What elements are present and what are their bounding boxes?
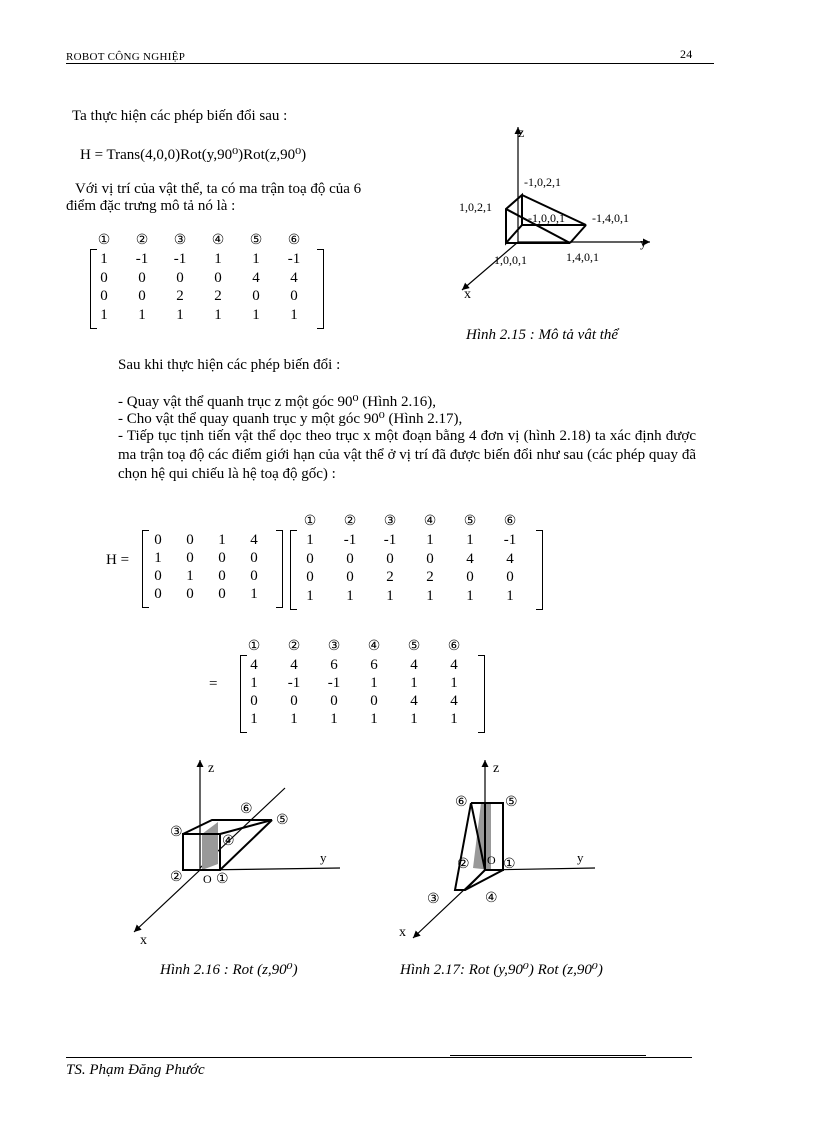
column-index: ④ bbox=[211, 233, 225, 248]
matrix-cell: 1 bbox=[252, 306, 260, 323]
point-label: ⑥ bbox=[240, 802, 253, 817]
intro-line: điểm đặc trưng mô tả nó là : bbox=[66, 198, 236, 214]
matrix-cell: 1 bbox=[386, 587, 394, 604]
matrix-cell: 0 bbox=[186, 586, 194, 602]
matrix-cell: 1 bbox=[176, 306, 184, 323]
matrix-cell: 2 bbox=[386, 569, 394, 585]
matrix-cell: -1 bbox=[287, 675, 301, 691]
matrix-cell: -1 bbox=[173, 251, 187, 267]
object-matrix bbox=[90, 232, 320, 327]
bracket-right bbox=[276, 530, 283, 608]
intro-line: Ta thực hiện các phép biến đổi sau : bbox=[72, 108, 288, 124]
matrix-cell: 1 bbox=[290, 306, 298, 323]
footer-rule-accent bbox=[450, 1055, 646, 1056]
matrix-cell: 0 bbox=[214, 269, 222, 286]
matrix-cell: 1 bbox=[410, 675, 418, 691]
point-label: ③ bbox=[170, 825, 183, 840]
z-label: z bbox=[518, 126, 525, 141]
matrix-cell: -1 bbox=[287, 251, 301, 267]
matrix-cell: 0 bbox=[250, 693, 258, 709]
point-label: ⑤ bbox=[505, 795, 518, 810]
matrix-cell: 1 bbox=[100, 251, 108, 267]
figure-caption: Hình 2.17: Rot (y,90⁰) Rot (z,90⁰) bbox=[400, 962, 603, 978]
matrix-cell: 1 bbox=[450, 675, 458, 691]
matrix-cell: 1 bbox=[426, 587, 434, 604]
matrix-cell: 1 bbox=[100, 306, 108, 323]
matrix-cell: 0 bbox=[252, 288, 260, 304]
matrix-cell: 1 bbox=[214, 251, 222, 267]
column-index: ⑤ bbox=[407, 639, 421, 654]
matrix-cell: 1 bbox=[306, 532, 314, 548]
origin-label: O bbox=[487, 853, 496, 867]
point-label: -1,0,2,1 bbox=[524, 175, 561, 189]
matrix-cell: 1 bbox=[370, 675, 378, 691]
matrix-cell: 0 bbox=[346, 569, 354, 585]
matrix-cell: 0 bbox=[218, 586, 226, 602]
footer-author: TS. Phạm Đăng Phước bbox=[66, 1062, 205, 1078]
matrix-cell: 4 bbox=[290, 657, 298, 673]
x-axis bbox=[134, 870, 200, 932]
matrix-cell: 1 bbox=[426, 532, 434, 548]
matrix-cell: 1 bbox=[410, 711, 418, 727]
matrix-cell: 0 bbox=[186, 550, 194, 566]
column-index: ⑥ bbox=[287, 233, 301, 248]
matrix-cell: 1 bbox=[466, 532, 474, 548]
bracket-right bbox=[317, 249, 324, 329]
figure-caption: Hình 2.15 : Mô tả vât thể bbox=[466, 327, 619, 343]
point-label: 1,0,2,1 bbox=[459, 200, 492, 214]
point-label: ② bbox=[457, 857, 470, 872]
point-label: 1,0,0,1 bbox=[494, 253, 527, 267]
matrix-cell: 0 bbox=[386, 550, 394, 567]
matrix-cell: 0 bbox=[306, 569, 314, 585]
matrix-cell: 0 bbox=[330, 693, 338, 709]
y-label: y bbox=[640, 235, 647, 250]
matrix-cell: 1 bbox=[250, 586, 258, 602]
matrix-cell: 0 bbox=[250, 568, 258, 584]
point-label: ① bbox=[503, 857, 516, 872]
y-label: y bbox=[320, 850, 327, 865]
column-index: ② bbox=[135, 233, 149, 248]
matrix-cell: 0 bbox=[506, 569, 514, 585]
step-item: - Tiếp tục tịnh tiến vật thể dọc theo trục x một đoạn bằng 4 đơn vị (hình 2.18) ta xác định được ma trận toạ độ các điểm giới hạn của vật thể ở vị trí đã được biến đổi như sau (các phép quay đã chọn hệ qui chiếu là hệ toạ độ gốc) : bbox=[118, 428, 696, 482]
column-index: ⑥ bbox=[503, 514, 517, 529]
point-label: ⑥ bbox=[455, 795, 468, 810]
matrix-cell: 2 bbox=[426, 569, 434, 585]
matrix-cell: 0 bbox=[154, 532, 162, 548]
point-label: ① bbox=[216, 872, 229, 887]
matrix-cell: 1 bbox=[290, 711, 298, 727]
matrix-cell: 0 bbox=[100, 288, 108, 304]
bracket-right bbox=[478, 655, 485, 733]
matrix-cell: 0 bbox=[306, 550, 314, 567]
matrix-cell: 4 bbox=[250, 657, 258, 673]
header-title: ROBOT CÔNG NGHIỆP bbox=[66, 51, 186, 63]
matrix-cell: 4 bbox=[290, 269, 298, 286]
matrix-cell: 1 bbox=[330, 711, 338, 727]
matrix-cell: 4 bbox=[450, 657, 458, 673]
matrix-cell: 1 bbox=[506, 587, 514, 604]
point-label: ③ bbox=[427, 892, 440, 907]
matrix-cell: 1 bbox=[154, 550, 162, 566]
matrix-cell: 0 bbox=[466, 569, 474, 585]
matrix-cell: 0 bbox=[100, 269, 108, 286]
z-label: z bbox=[493, 761, 500, 776]
matrix-cell: 4 bbox=[410, 693, 418, 709]
steps-intro: Sau khi thực hiện các phép biến đổi : bbox=[118, 357, 341, 373]
column-index: ⑤ bbox=[463, 514, 477, 529]
matrix-cell: 0 bbox=[250, 550, 258, 566]
point-label: 1,4,0,1 bbox=[566, 250, 599, 264]
matrix-cell: 4 bbox=[410, 657, 418, 673]
x-label: x bbox=[399, 925, 406, 940]
matrix-cell: -1 bbox=[383, 532, 397, 548]
matrix-cell: 0 bbox=[370, 693, 378, 709]
matrix-cell: -1 bbox=[327, 675, 341, 691]
figure-caption: Hình 2.16 : Rot (z,90⁰) bbox=[160, 962, 298, 978]
matrix-cell: -1 bbox=[343, 532, 357, 548]
y-label: y bbox=[577, 850, 584, 865]
column-index: ① bbox=[303, 514, 317, 529]
step-item: - Cho vật thể quay quanh trục y một góc 90⁰ (Hình 2.17), bbox=[118, 411, 463, 427]
matrix-cell: 0 bbox=[426, 550, 434, 567]
column-index: ① bbox=[247, 639, 261, 654]
matrix-cell: 1 bbox=[186, 568, 194, 584]
matrix-cell: 0 bbox=[138, 288, 146, 304]
column-index: ③ bbox=[327, 639, 341, 654]
matrix-cell: 1 bbox=[218, 532, 226, 548]
point-label: ④ bbox=[222, 834, 235, 849]
header-rule bbox=[66, 63, 714, 64]
x-label: x bbox=[464, 287, 471, 302]
matrix-cell: 4 bbox=[466, 550, 474, 567]
point-label: ② bbox=[170, 870, 183, 885]
matrix-cell: 4 bbox=[450, 693, 458, 709]
h-matrix bbox=[142, 530, 272, 606]
step-item: - Quay vật thể quanh trục z một góc 90⁰ (Hình 2.16), bbox=[118, 394, 437, 410]
matrix-cell: 0 bbox=[290, 693, 298, 709]
x-label: x bbox=[140, 933, 147, 948]
matrix-cell: 0 bbox=[218, 568, 226, 584]
matrix-cell: 1 bbox=[450, 711, 458, 727]
matrix-cell: 2 bbox=[214, 288, 222, 304]
matrix-cell: -1 bbox=[503, 532, 517, 548]
point-label: -1,4,0,1 bbox=[592, 211, 629, 225]
figure-2-17 bbox=[395, 750, 615, 950]
column-index: ③ bbox=[173, 233, 187, 248]
matrix-cell: 6 bbox=[370, 657, 378, 673]
figure-2-16 bbox=[120, 750, 327, 950]
matrix-cell: 1 bbox=[306, 587, 314, 604]
matrix-cell: -1 bbox=[135, 251, 149, 267]
matrix-cell: 1 bbox=[466, 587, 474, 604]
footer-rule bbox=[66, 1057, 692, 1058]
bracket-left bbox=[290, 530, 297, 610]
equals-sign: = bbox=[209, 676, 218, 692]
h-label: H = bbox=[106, 552, 130, 568]
origin-label: O bbox=[203, 872, 212, 886]
column-index: ④ bbox=[423, 514, 437, 529]
matrix-cell: 0 bbox=[218, 550, 226, 566]
matrix-cell: 4 bbox=[250, 532, 258, 548]
intro-line: Với vị trí của vật thể, ta có ma trận toạ độ của 6 bbox=[75, 181, 362, 197]
point-label: ⑤ bbox=[276, 813, 289, 828]
matrix-cell: 0 bbox=[154, 568, 162, 584]
matrix-cell: 0 bbox=[290, 288, 298, 304]
matrix-cell: 1 bbox=[370, 711, 378, 727]
shaded-face bbox=[202, 822, 218, 870]
matrix-cell: 1 bbox=[138, 306, 146, 323]
matrix-cell: 0 bbox=[176, 269, 184, 286]
z-label: z bbox=[208, 761, 215, 776]
column-index: ② bbox=[287, 639, 301, 654]
object-matrix-2 bbox=[290, 513, 526, 606]
column-index: ① bbox=[97, 233, 111, 248]
matrix-cell: 0 bbox=[346, 550, 354, 567]
matrix-cell: 4 bbox=[506, 550, 514, 567]
column-index: ④ bbox=[367, 639, 381, 654]
matrix-cell: 6 bbox=[330, 657, 338, 673]
figure-2-15 bbox=[450, 112, 680, 308]
column-index: ⑤ bbox=[249, 233, 263, 248]
page-number: 24 bbox=[680, 47, 693, 61]
matrix-cell: 0 bbox=[186, 532, 194, 548]
transform-formula: H = Trans(4,0,0)Rot(y,90⁰)Rot(z,90⁰) bbox=[80, 147, 307, 163]
matrix-cell: 1 bbox=[346, 587, 354, 604]
bracket-right bbox=[536, 530, 543, 610]
matrix-cell: 1 bbox=[214, 306, 222, 323]
matrix-cell: 1 bbox=[252, 251, 260, 267]
matrix-cell: 0 bbox=[154, 586, 162, 602]
column-index: ③ bbox=[383, 514, 397, 529]
matrix-cell: 0 bbox=[138, 269, 146, 286]
result-matrix bbox=[240, 638, 474, 728]
point-label: ④ bbox=[485, 891, 498, 906]
column-index: ② bbox=[343, 514, 357, 529]
matrix-cell: 1 bbox=[250, 711, 258, 727]
matrix-cell: 2 bbox=[176, 288, 184, 304]
point-label: -1,0,0,1 bbox=[528, 211, 565, 225]
matrix-cell: 1 bbox=[250, 675, 258, 691]
matrix-cell: 4 bbox=[252, 269, 260, 286]
column-index: ⑥ bbox=[447, 639, 461, 654]
